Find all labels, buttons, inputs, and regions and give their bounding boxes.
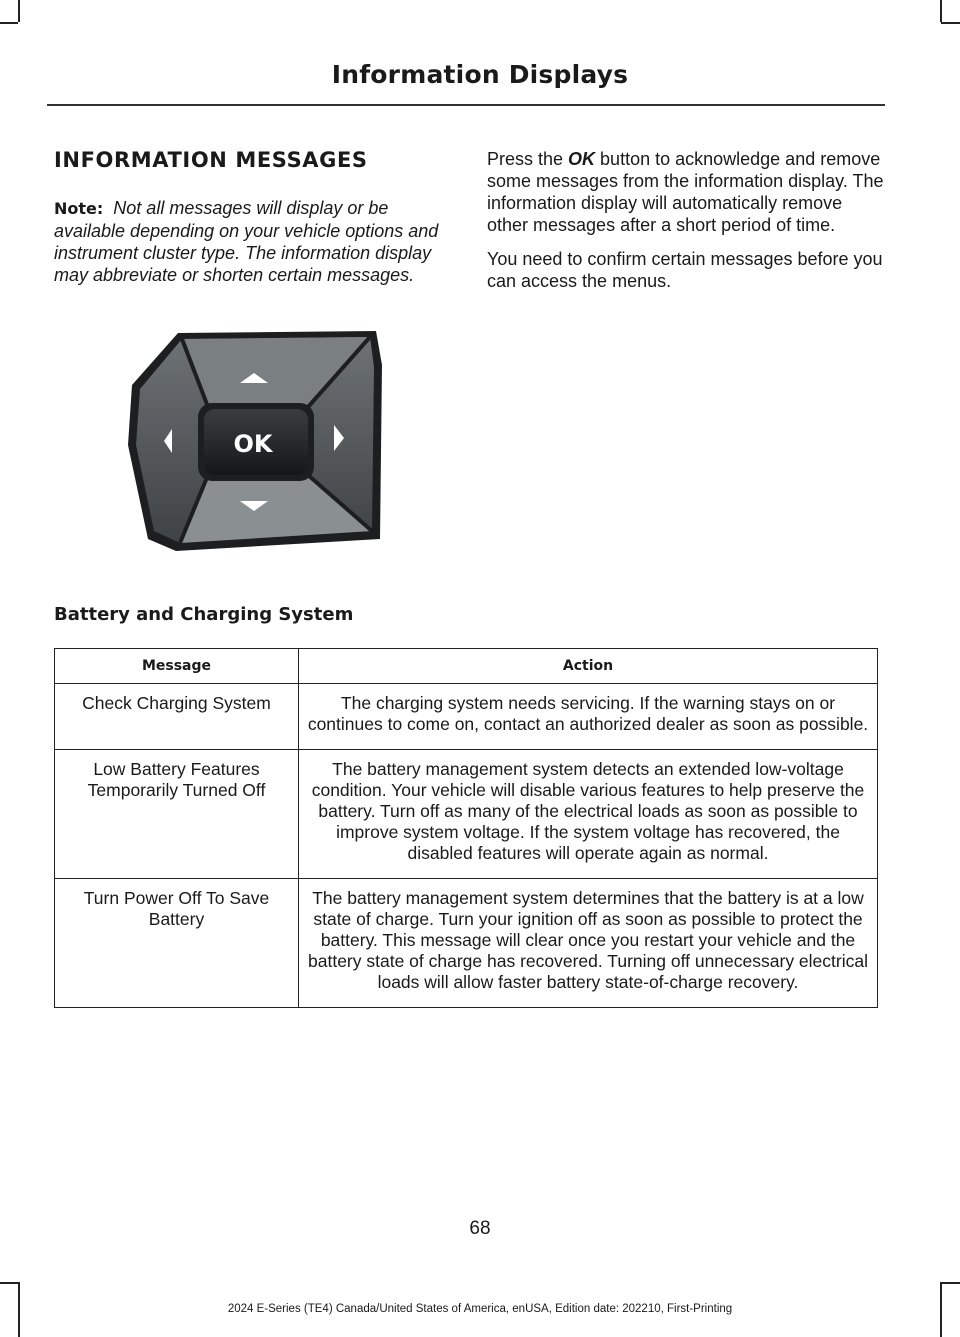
right-column xyxy=(487,148,887,304)
page-number: 68 xyxy=(469,1218,491,1239)
note-text: Not all messages will display or be available depending on your vehicle options and instrument cluster type. The information display may abbreviate or shorten certain messages. xyxy=(54,198,439,285)
paragraph-confirm: You need to confirm certain messages before you can access the menus. xyxy=(487,249,883,291)
para1-end: button to acknowledge and remove some messages from the information display. The information display will automatically remove other messages after a short period of time. xyxy=(487,149,884,235)
message-cell: Turn Power Off To Save Battery xyxy=(55,879,299,1008)
crop-mark xyxy=(18,0,20,22)
column-header-message: Message xyxy=(55,649,299,684)
table-row xyxy=(55,879,878,1008)
steering-wheel-ok-button-icon xyxy=(118,325,388,555)
action-cell: The charging system needs servicing. If the warning stays on or continues to come on, contact an authorized dealer as soon as possible. xyxy=(299,684,878,750)
action-cell: The battery management system determines that the battery is at a low state of charge. Turn your ignition off as soon as possible to protect the battery. This message will clear once you restart your vehicle and the battery state of charge has recovered. Turning off unnecessary electrical loads will allow faster battery state-of-charge recovery. xyxy=(299,879,878,1008)
paragraph-ok xyxy=(487,148,887,236)
header-divider xyxy=(47,104,885,106)
battery-messages-table xyxy=(54,648,878,1008)
note-block xyxy=(54,197,454,286)
table-row xyxy=(55,750,878,879)
para1-start: Press the xyxy=(487,149,569,169)
battery-section-heading: Battery and Charging System xyxy=(54,604,354,625)
footer-edition: 2024 E-Series (TE4) Canada/United States of America, enUSA, Edition date: 202210, First-Printing xyxy=(227,1303,733,1315)
ok-term: OK xyxy=(568,149,596,169)
crop-mark xyxy=(941,22,960,24)
crop-mark xyxy=(0,1282,18,1284)
column-header-action: Action xyxy=(299,649,878,684)
crop-mark xyxy=(941,1282,960,1284)
page-header-title: Information Displays xyxy=(331,60,629,89)
message-cell: Check Charging System xyxy=(55,684,299,750)
table-row xyxy=(55,684,878,750)
ok-button-label: OK xyxy=(233,430,273,458)
action-cell: The battery management system detects an extended low-voltage condition. Your vehicle will disable various features to help preserve the battery. Turn off as many of the electrical loads as soon as possible to improve system voltage. If the system voltage has recovered, the disabled features will operate again as normal. xyxy=(299,750,878,879)
crop-mark xyxy=(940,0,942,22)
section-heading: INFORMATION MESSAGES xyxy=(54,148,368,172)
message-cell: Low Battery Features Temporarily Turned Off xyxy=(55,750,299,879)
note-label: Note: xyxy=(54,199,104,218)
crop-mark xyxy=(0,22,18,24)
